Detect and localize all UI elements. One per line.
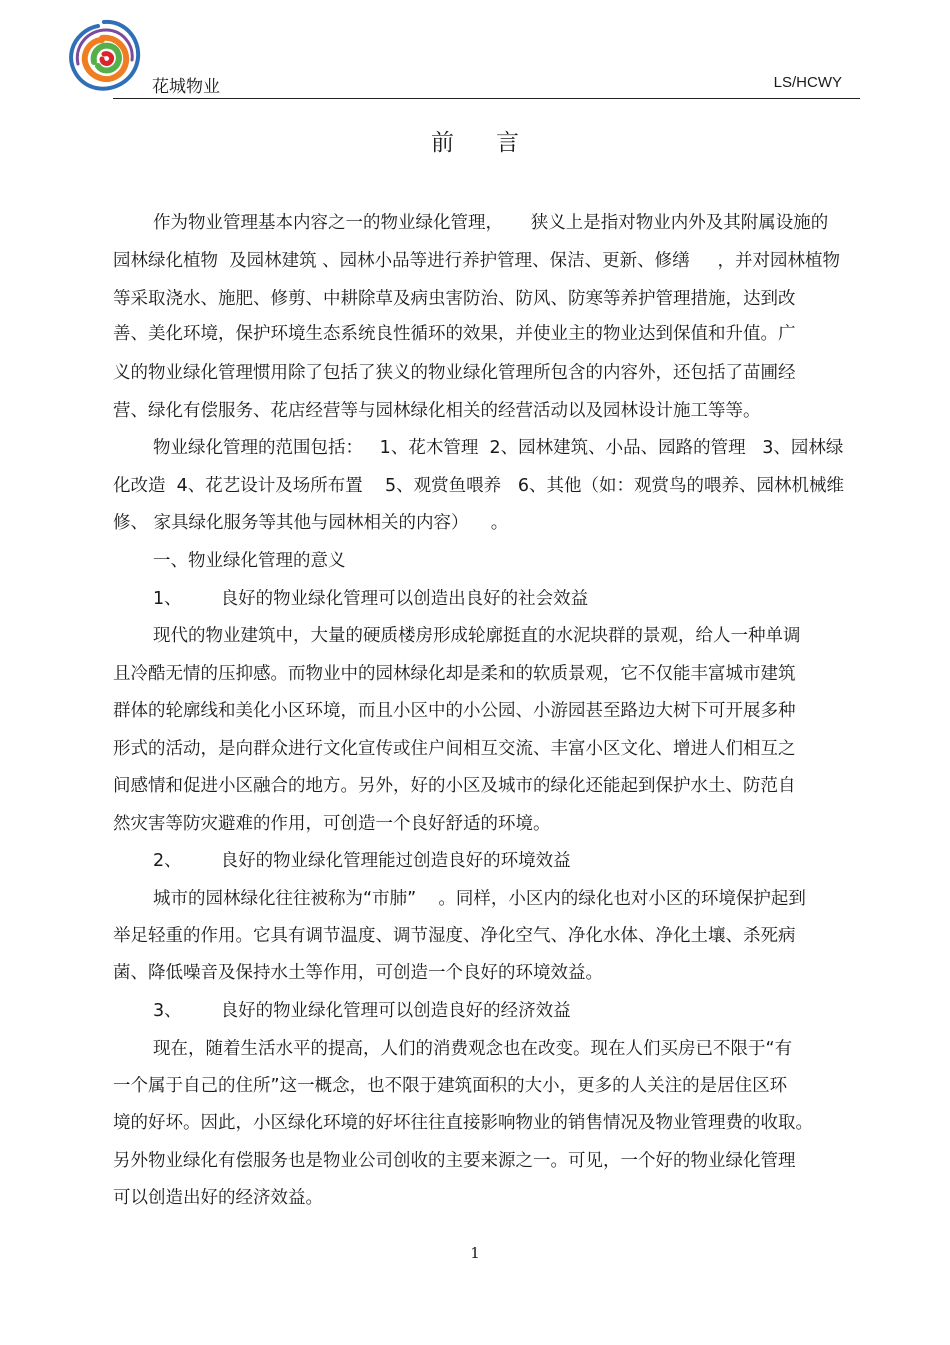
- header-divider: [113, 98, 860, 99]
- paragraph-line: 修、 家具绿化服务等其他与园林相关的内容） 。: [113, 513, 509, 533]
- company-name: 花城物业: [152, 77, 220, 97]
- paragraph-line: 然灾害等防灾避难的作用，可创造一个良好舒适的环境。: [113, 814, 551, 834]
- paragraph-line: 可以创造出好的经济效益。: [113, 1188, 323, 1208]
- section-heading: 一、物业绿化管理的意义: [153, 551, 346, 571]
- page-title: 前言: [431, 130, 561, 156]
- paragraph-line: 义的物业绿化管理惯用除了包括了狭义的物业绿化管理所包含的内容外，还包括了苗圃经: [113, 363, 796, 383]
- paragraph-line: 境的好坏。因此，小区绿化环境的好坏往往直接影响物业的销售情况及物业管理费的收取。: [113, 1113, 813, 1133]
- subsection-heading: 2、 良好的物业绿化管理能过创造良好的环境效益: [153, 851, 571, 871]
- paragraph-line: 等采取浇水、施肥、修剪、中耕除草及病虫害防治、防风、防寒等养护管理措施，达到改: [113, 289, 796, 309]
- company-logo: [64, 16, 144, 96]
- paragraph-line: 物业绿化管理的范围包括： 1、花木管理 2、园林建筑、小品、园路的管理 3、园林绿: [153, 438, 844, 458]
- subsection-heading: 1、 良好的物业绿化管理可以创造出良好的社会效益: [153, 589, 589, 609]
- paragraph-line: 现代的物业建筑中，大量的硬质楼房形成轮廓挺直的水泥块群的景观，给人一种单调: [153, 626, 801, 646]
- paragraph-line: 形式的活动，是向群众进行文化宣传或住户间相互交流、丰富小区文化、增进人们相互之: [113, 739, 796, 759]
- paragraph-line: 化改造 4、花艺设计及场所布置 5、观赏鱼喂养 6、其他（如：观赏鸟的喂养、园林机械维: [113, 476, 844, 496]
- paragraph-line: 且冷酷无情的压抑感。而物业中的园林绿化却是柔和的软质景观，它不仅能丰富城市建筑: [113, 664, 796, 684]
- paragraph-line: 城市的园林绿化往往被称为“市肺” 。同样，小区内的绿化也对小区的环境保护起到: [153, 889, 806, 909]
- paragraph-line: 善、美化环境，保护环境生态系统良性循环的效果，并使业主的物业达到保值和升值。广: [113, 324, 796, 344]
- paragraph-line: 举足轻重的作用。它具有调节温度、调节湿度、净化空气、净化水体、净化土壤、杀死病: [113, 926, 796, 946]
- paragraph-line: 群体的轮廓线和美化小区环境，而且小区中的小公园、小游园甚至路边大树下可开展多种: [113, 701, 796, 721]
- paragraph-line: 间感情和促进小区融合的地方。另外，好的小区及城市的绿化还能起到保护水土、防范自: [113, 776, 796, 796]
- paragraph-line: 一个属于自己的住所”这一概念，也不限于建筑面积的大小，更多的人关注的是居住区环: [113, 1076, 788, 1096]
- paragraph-line: 另外物业绿化有偿服务也是物业公司创收的主要来源之一。可见，一个好的物业绿化管理: [113, 1151, 796, 1171]
- paragraph-line: 菌、降低噪音及保持水土等作用，可创造一个良好的环境效益。: [113, 963, 603, 983]
- paragraph-line: 园林绿化植物 及园林建筑 、园林小品等进行养护管理、保洁、更新、修缮 ，并对园林植物: [113, 251, 840, 271]
- paragraph-line: 作为物业管理基本内容之一的物业绿化管理， 狭义上是指对物业内外及其附属设施的: [153, 213, 829, 233]
- document-code: LS/HCWY: [773, 74, 842, 91]
- subsection-heading: 3、 良好的物业绿化管理可以创造良好的经济效益: [153, 1001, 571, 1021]
- paragraph-line: 营、绿化有偿服务、花店经营等与园林绿化相关的经营活动以及园林设计施工等等。: [113, 401, 761, 421]
- paragraph-line: 现在，随着生活水平的提高，人们的消费观念也在改变。现在人们买房已不限于“有: [153, 1039, 793, 1059]
- page-number: 1: [470, 1244, 480, 1262]
